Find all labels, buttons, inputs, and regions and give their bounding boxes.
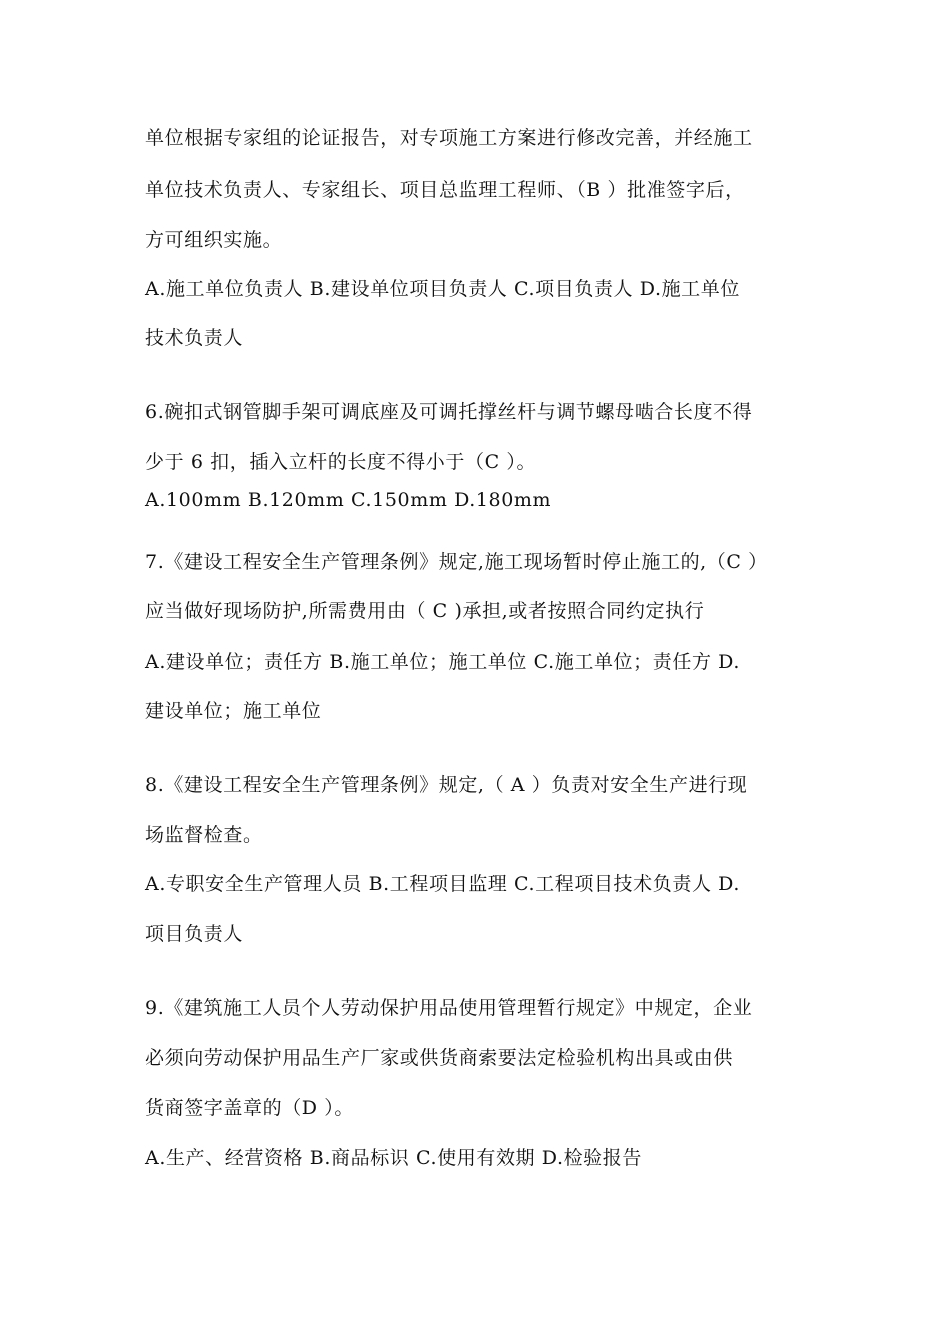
question-6-text-line-1: 6.碗扣式钢管脚手架可调底座及可调托撑丝杆与调节螺母啮合长度不得 [145, 401, 753, 423]
question-5-text-line-3: 方可组织实施。 [145, 229, 283, 251]
question-5-text-line-1: 单位根据专家组的论证报告，对专项施工方案进行修改完善，并经施工 [145, 127, 753, 149]
question-7-options-line-1: A.建设单位；责任方 B.施工单位；施工单位 C.施工单位；责任方 D. [145, 651, 740, 673]
question-9-text-line-2: 必须向劳动保护用品生产厂家或供货商索要法定检验机构出具或由供 [145, 1047, 734, 1069]
question-5-text-line-2: 单位技术负责人、专家组长、项目总监理工程师、（B ）批准签字后， [145, 179, 745, 201]
question-8-text-line-1: 8.《建设工程安全生产管理条例》规定,（ A ）负责对安全生产进行现 [145, 774, 748, 796]
question-8-options-line-1: A.专职安全生产管理人员 B.工程项目监理 C.工程项目技术负责人 D. [145, 873, 740, 895]
question-5-options-line-1: A.施工单位负责人 B.建设单位项目负责人 C.项目负责人 D.施工单位 [145, 278, 740, 300]
question-7-text-line-2: 应当做好现场防护,所需费用由（ C )承担,或者按照合同约定执行 [145, 600, 705, 622]
question-7-text-line-1: 7.《建设工程安全生产管理条例》规定,施工现场暂时停止施工的,（C ） [145, 551, 768, 573]
question-8-text-line-2: 场监督检查。 [145, 824, 263, 846]
question-9-text-line-3: 货商签字盖章的（D ）。 [145, 1097, 354, 1119]
question-7-options-line-2: 建设单位；施工单位 [145, 700, 322, 722]
question-6-options-line-1: A.100mm B.120mm C.150mm D.180mm [145, 489, 552, 511]
question-8-options-line-2: 项目负责人 [145, 923, 244, 945]
question-6-text-line-2: 少于 6 扣，插入立杆的长度不得小于（C ）。 [145, 451, 537, 473]
question-9-text-line-1: 9.《建筑施工人员个人劳动保护用品使用管理暂行规定》中规定，企业 [145, 997, 753, 1019]
question-9-options-line-1: A.生产、经营资格 B.商品标识 C.使用有效期 D.检验报告 [145, 1147, 642, 1169]
question-5-options-line-2: 技术负责人 [145, 327, 244, 349]
